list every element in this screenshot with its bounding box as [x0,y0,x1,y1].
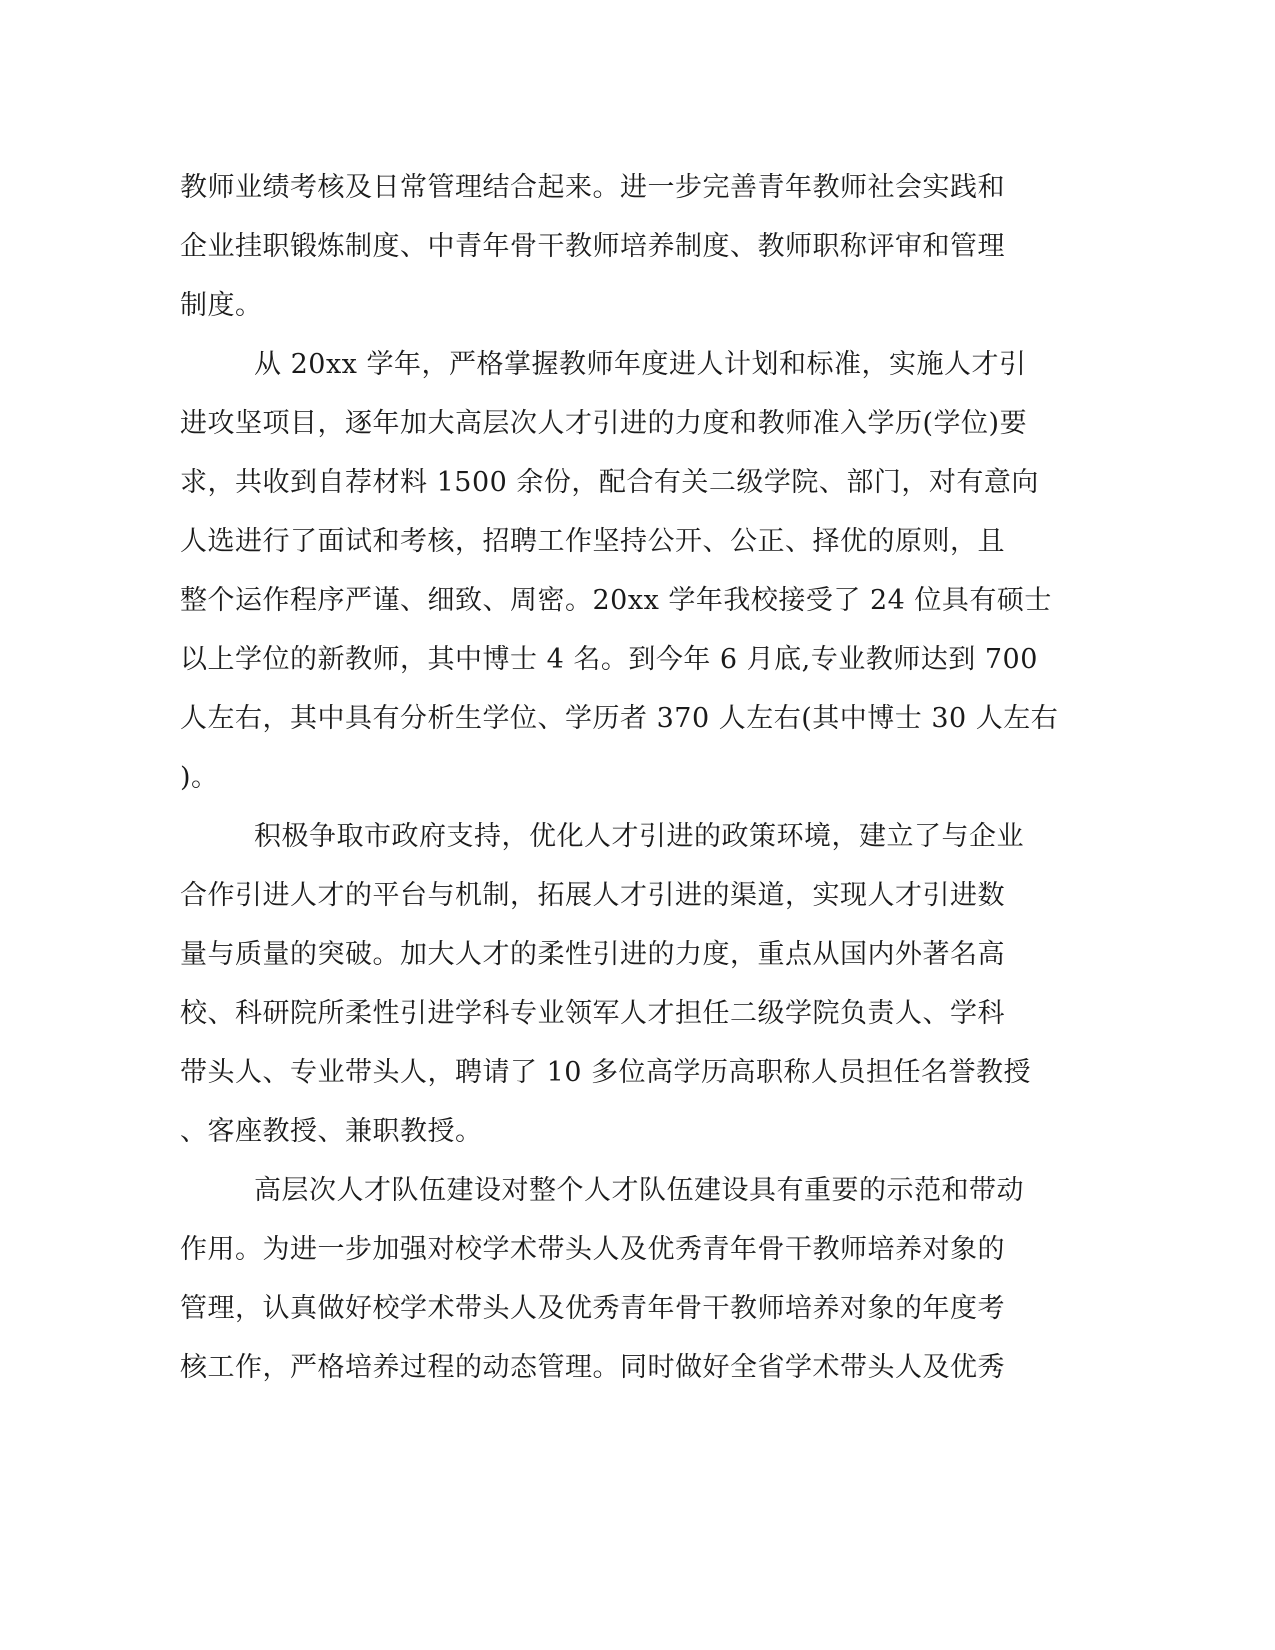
body-text [180,158,1059,1397]
text-line: )。 [180,762,219,793]
text-line: 高层次人才队伍建设对整个人才队伍建设具有重要的示范和带动 [254,1175,1024,1206]
text-line: 求，共收到自荐材料 1500 余份，配合有关二级学院、部门，对有意向 [180,467,1039,498]
paragraph [180,335,1059,807]
text-line: 核工作，严格培养过程的动态管理。同时做好全省学术带头人及优秀 [180,1352,1005,1383]
text-line: 人选进行了面试和考核，招聘工作坚持公开、公正、择优的原则，且 [180,526,1005,557]
paragraph [180,1161,1030,1397]
text-line: 教师业绩考核及日常管理结合起来。进一步完善青年教师社会实践和 [180,172,1005,203]
text-line: 积极争取市政府支持，优化人才引进的政策环境，建立了与企业 [254,821,1024,852]
text-line: 整个运作程序严谨、细致、周密。20xx 学年我校接受了 24 位具有硕士 [180,585,1052,616]
text-line: 校、科研院所柔性引进学科专业领军人才担任二级学院负责人、学科 [180,998,1005,1029]
paragraph [180,807,1030,1161]
text-line: 带头人、专业带头人，聘请了 10 多位高学历高职称人员担任名誉教授 [180,1057,1032,1088]
text-line: 合作引进人才的平台与机制，拓展人才引进的渠道，实现人才引进数 [180,880,1005,911]
text-line: 人左右，其中具有分析生学位、学历者 370 人左右(其中博士 30 人左右 [180,703,1059,734]
text-line: 制度。 [180,290,263,321]
text-line: 管理，认真做好校学术带头人及优秀青年骨干教师培养对象的年度考 [180,1293,1005,1324]
text-line: 进攻坚项目，逐年加大高层次人才引进的力度和教师准入学历(学位)要 [180,408,1028,439]
text-line: 、客座教授、兼职教授。 [180,1116,483,1147]
text-line: 作用。为进一步加强对校学术带头人及优秀青年骨干教师培养对象的 [180,1234,1005,1265]
text-line: 以上学位的新教师，其中博士 4 名。到今年 6 月底,专业教师达到 700 [180,644,1038,675]
text-line: 量与质量的突破。加大人才的柔性引进的力度，重点从国内外著名高 [180,939,1005,970]
paragraph [180,158,1030,335]
text-line: 企业挂职锻炼制度、中青年骨干教师培养制度、教师职称评审和管理 [180,231,1005,262]
text-line: 从 20xx 学年，严格掌握教师年度进人计划和标准，实施人才引 [254,349,1027,380]
